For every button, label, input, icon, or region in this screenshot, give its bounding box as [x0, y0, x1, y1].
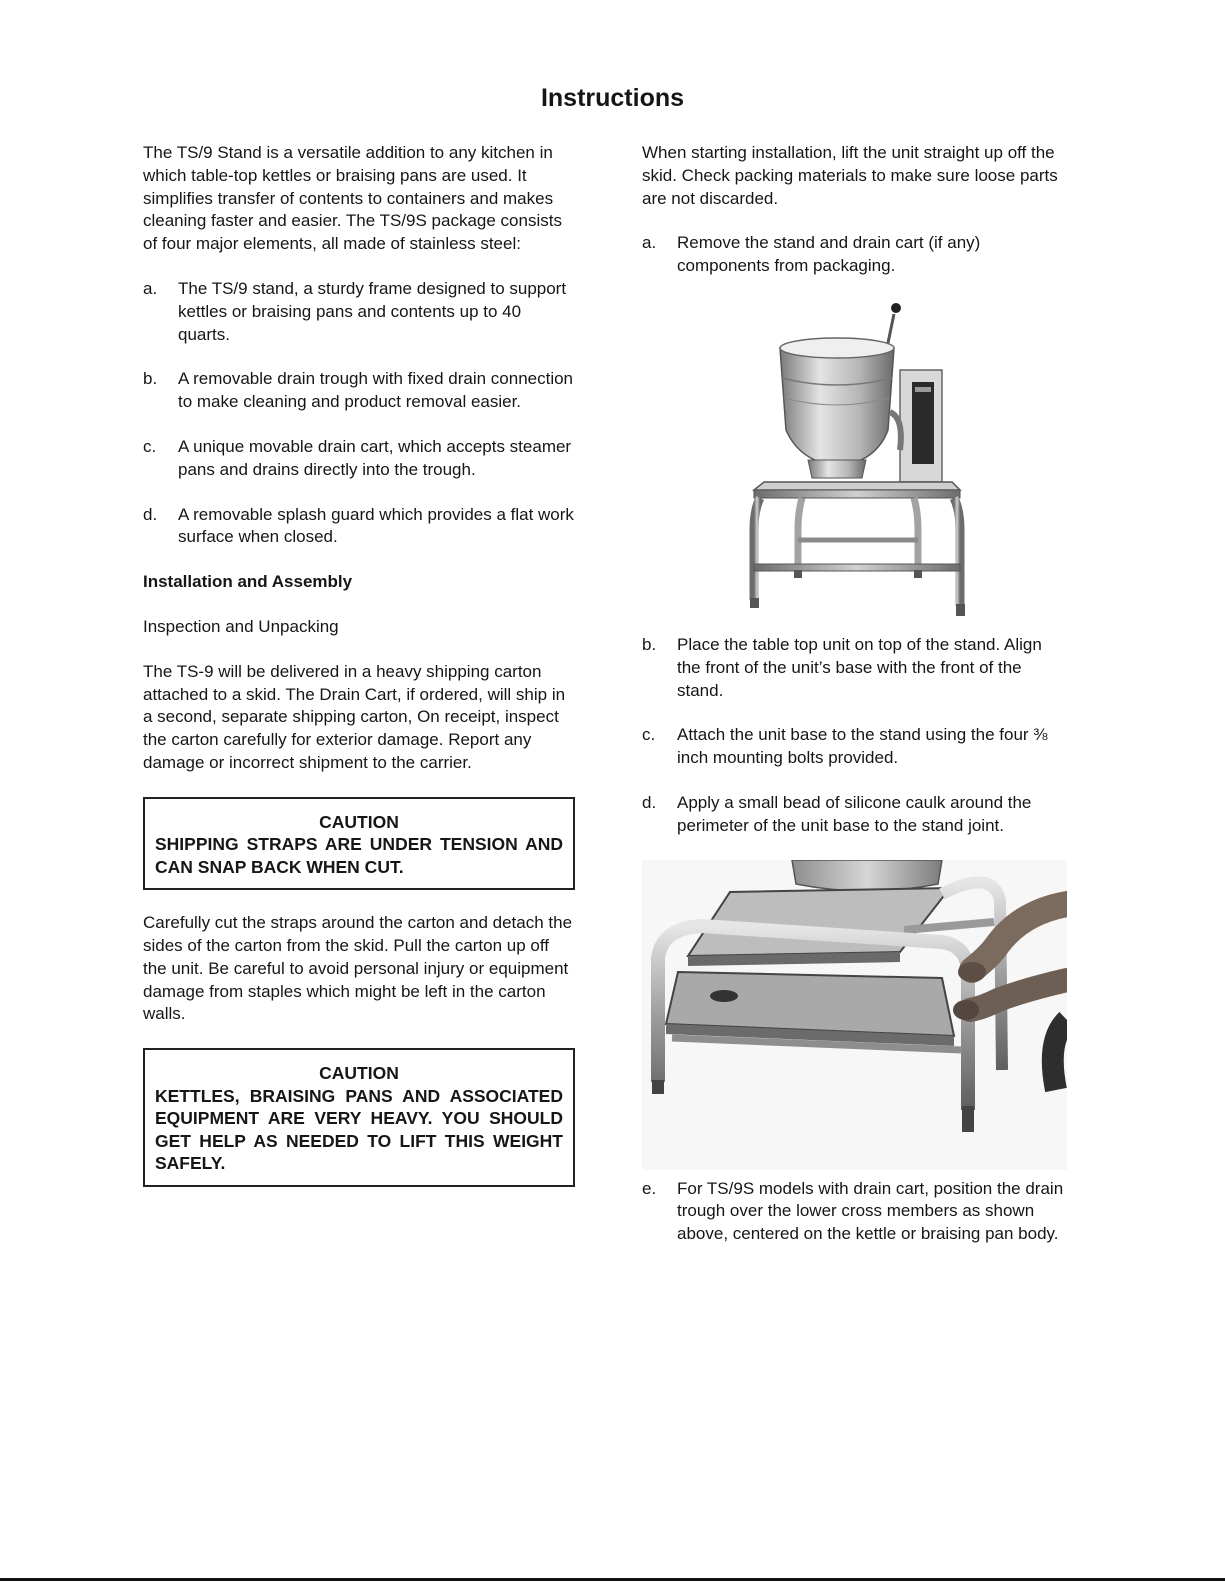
list-text: Place the table top unit on top of the stand. Align the front of the unit’s base with the front of the stand. [677, 634, 1042, 700]
caution-text: KETTLES, BRAISING PANS AND ASSOCIATED EQUIPMENT ARE VERY HEAVY. YOU SHOULD GET HELP AS NEEDED TO LIFT THIS WEIGHT SAFELY. [155, 1085, 563, 1174]
list-letter: e. [642, 1178, 657, 1198]
page-title: Instructions [540, 84, 685, 112]
straps-paragraph: Carefully cut the straps around the carton and detach the sides of the carton from the skid. Pull the carton up off the unit. Be careful to avoid personal injury or equipment damage from staples which might be left in the carton walls. [143, 913, 573, 1024]
list-letter: a. [143, 278, 158, 298]
left-column [143, 142, 575, 1209]
list-item-a [143, 278, 575, 346]
list-letter: d. [642, 792, 657, 812]
list-item-d [143, 504, 575, 550]
delivery-paragraph: The TS-9 will be delivered in a heavy shipping carton attached to a skid. The Drain Cart, if ordered, will ship in a second, separate shipping carton, On receipt, inspect the carton carefully for exterior damage. Report any damage or incorrect shipment to the carrier. [143, 661, 566, 772]
intro-paragraph: The TS/9 Stand is a versatile addition to any kitchen in which table-top kettles or braising pans are used. It simplifies transfer of contents to containers and makes cleaning faster and easier. The TS/9S package consists of four major elements, all made of stainless steel: [143, 143, 562, 254]
right-column [642, 142, 1067, 1268]
list-letter: c. [642, 725, 656, 745]
caution-box-straps [143, 797, 575, 891]
caution-heading: CAUTION [319, 811, 399, 832]
list-letter: c. [143, 436, 157, 456]
list-letter: b. [642, 634, 657, 654]
list-letter: a. [642, 233, 657, 253]
list-text: Remove the stand and drain cart (if any) components from packaging. [677, 233, 981, 276]
drain-trough-illustration [642, 860, 1067, 1170]
list-text: A unique movable drain cart, which accepts steamer pans and drains directly into the trough. [178, 436, 572, 479]
list-text: A removable drain trough with fixed drain connection to make cleaning and product removal easier. [178, 369, 574, 412]
list-text: The TS/9 stand, a sturdy frame designed to support kettles or braising pans and contents up to 40 quarts. [178, 278, 567, 344]
list-item-c [642, 724, 1067, 770]
bottom-rule [0, 1578, 1225, 1581]
caution-box-weight [143, 1048, 575, 1187]
list-text: Apply a small bead of silicone caulk around the perimeter of the unit base to the stand joint. [677, 792, 1032, 835]
drain-trough-photo [642, 860, 1067, 1170]
list-letter: d. [143, 504, 158, 524]
list-text: A removable splash guard which provides a flat work surface when closed. [178, 504, 574, 547]
install-intro: When starting installation, lift the unit straight up off the skid. Check packing materials to make sure loose parts are not discarded. [642, 143, 1058, 208]
list-item-c [143, 436, 575, 482]
caution-heading: CAUTION [319, 1063, 399, 1084]
list-item-d [642, 792, 1067, 838]
list-item-a [642, 232, 1067, 278]
list-item-b [143, 368, 575, 414]
list-text: Attach the unit base to the stand using the four ⅜ inch mounting bolts provided. [677, 725, 1048, 768]
subheading: Inspection and Unpacking [143, 616, 339, 636]
list-item-b [642, 634, 1067, 702]
kettle-stand-illustration [642, 300, 1067, 626]
caution-text: SHIPPING STRAPS ARE UNDER TENSION AND CAN SNAP BACK WHEN CUT. [155, 834, 563, 877]
section-heading: Installation and Assembly [143, 572, 353, 592]
list-letter: b. [143, 369, 158, 389]
list-item-e [642, 1178, 1067, 1246]
list-text: For TS/9S models with drain cart, position the drain trough over the lower cross members as shown above, centered on the kettle or braising pan body. [677, 1178, 1064, 1244]
kettle-on-stand-photo [642, 300, 1067, 626]
